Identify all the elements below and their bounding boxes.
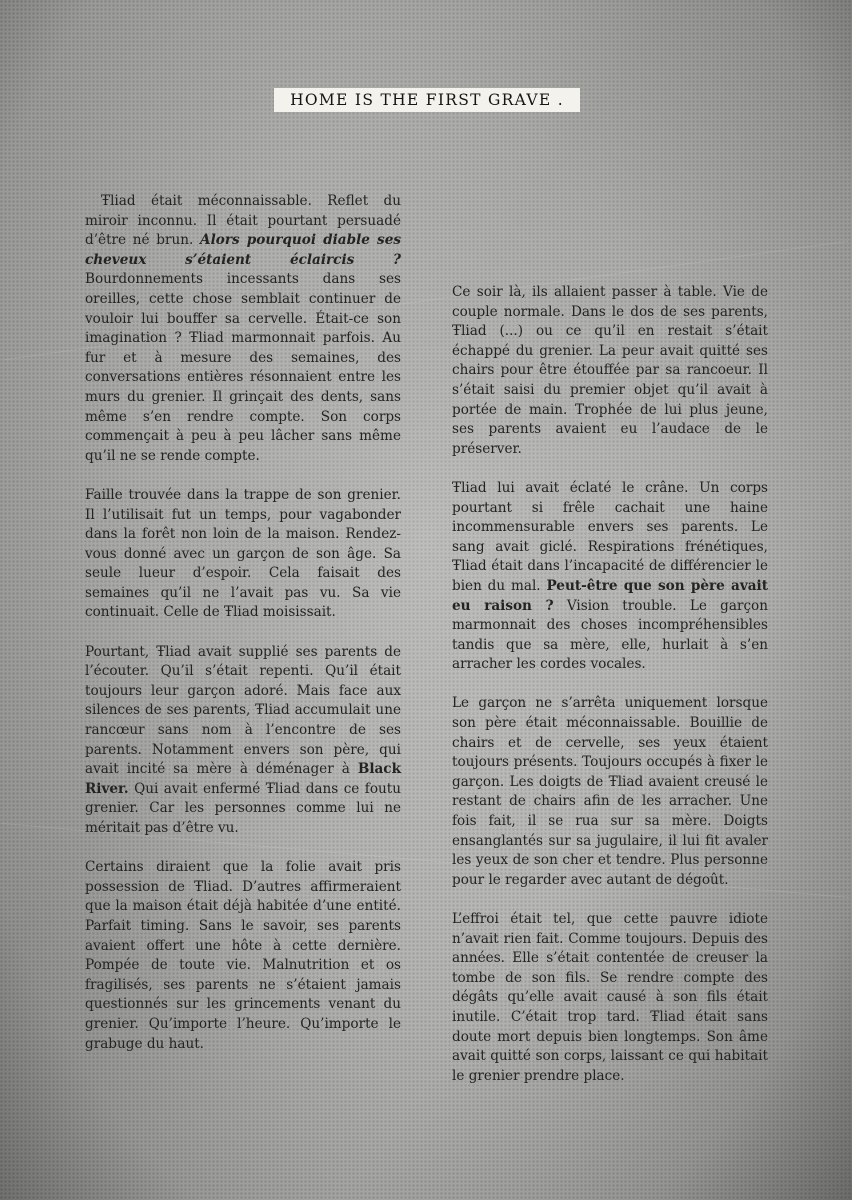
- paragraph: Ce soir là, ils allaient passer à table. Vie de couple normale. Dans le dos de ses parents, Ŧliad (...) ou ce qu’il en restait s’était échappé du grenier. La peur avait quitté ses chairs pour être étouffée par sa rancoeur. Il s’était saisi du premier objet qu’il avait à portée de main. Trophée de lui plus jeune, ses parents avaient eu l’audace de le préserver.: [452, 284, 768, 457]
- paragraph: Faille trouvée dans la trappe de son grenier. Il l’utilisait fut un temps, pour vagabonder dans la forêt non loin de la maison. Rendez-vous donné avec un garçon de son âge. Sa seule lueur d’espoir. Cela faisait des semaines qu’il ne l’avait pas vu. Sa vie continuait. Celle de Ŧliad moisissait.: [85, 486, 401, 621]
- page-title: HOME IS THE FIRST GRAVE .: [274, 88, 580, 112]
- paragraph: Certains diraient que la folie avait pris possession de Ŧliad. D’autres affirmeraient que la maison était déjà habitée d’une entité. Parfait timing. Sans le savoir, ses parents avaient offert une hôte à cette dernière. Pompée de toute vie. Malnutrition et os fragilisés, ses parents ne s’étaient jamais questionnés sur les grincements venant du grenier. Qu’importe l’heure. Qu’importe le grabuge du haut.: [85, 859, 401, 1052]
- paragraph: Ŧliad était méconnaissable. Reflet du miroir inconnu. Il était pourtant persuadé d’être né brun. Alors pourquoi diable ses cheveux s’étaient éclaircis ? Bourdonnements incessants dans ses oreilles, cette chose semblait continuer de vouloir lui bouffer sa cervelle. Était-ce son imagination ? Ŧliad marmonnait parfois. Au fur et à mesure des semaines, des conversations entières résonnaient entre les murs du grenier. Il grinçait des dents, sans même s’en rendre compte. Son corps commençait à peu à peu lâcher sans même qu’il ne se rende compte.: [85, 193, 401, 464]
- left-column: [85, 192, 401, 1074]
- place-name: Black River.: [85, 761, 401, 797]
- emphasis-text: Peut-être que son père avait eu raison ?: [452, 577, 769, 614]
- paragraph: Le garçon ne s’arrêta uniquement lorsque son père était méconnaissable. Bouillie de chairs et de cervelle, ses yeux étaient toujours présents. Toujours occupés à fixer le garçon. Les doigts de Ŧliad avaient creusé le restant de chairs afin de les arracher. Une fois fait, il se rua sur sa mère. Doigts ensanglantés sur sa jugulaire, il lui fit avaler les yeux de son cher et tendre. Plus personne pour le regarder avec autant de dégoût.: [452, 695, 768, 888]
- paragraph: L’effroi était tel, que cette pauvre idiote n’avait rien fait. Comme toujours. Depuis des années. Elle s’était contentée de creuser la tombe de son fils. Se rendre compte des dégâts qu’elle avait causé à son fils était inutile. C’était trop tard. Ŧliad était sans doute mort depuis bien longtemps. Son âme avait quitté son corps, laissant ce qui habitait le grenier prendre place.: [452, 911, 768, 1084]
- right-column: [452, 283, 768, 1106]
- paragraph: Pourtant, Ŧliad avait supplié ses parents de l’écouter. Qu’il s’était repenti. Qu’il était toujours leur garçon adoré. Mais face aux silences de ses parents, Ŧliad accumulait une rancœur sans nom à l’encontre de ses parents. Notamment envers son père, qui avait incité sa mère à déménager à Black River. Qui avait enfermé Ŧliad dans ce foutu grenier. Car les personnes comme lui ne méritait pas d’être vu.: [85, 643, 401, 836]
- emphasis-text: Alors pourquoi diable ses cheveux s’étaient éclaircis ?: [85, 232, 401, 268]
- paragraph: Ŧliad lui avait éclaté le crâne. Un corps pourtant si frêle cachait une haine incommensurable envers ses parents. Le sang avait giclé. Respirations frénétiques, Ŧliad était dans l’incapacité de différencier le bien du mal. Peut-être que son père avait eu raison ? Vision trouble. Le garçon marmonnait des choses incompréhensibles tandis que sa mère, elle, hurlait à s’en arracher les cordes vocales.: [452, 479, 769, 673]
